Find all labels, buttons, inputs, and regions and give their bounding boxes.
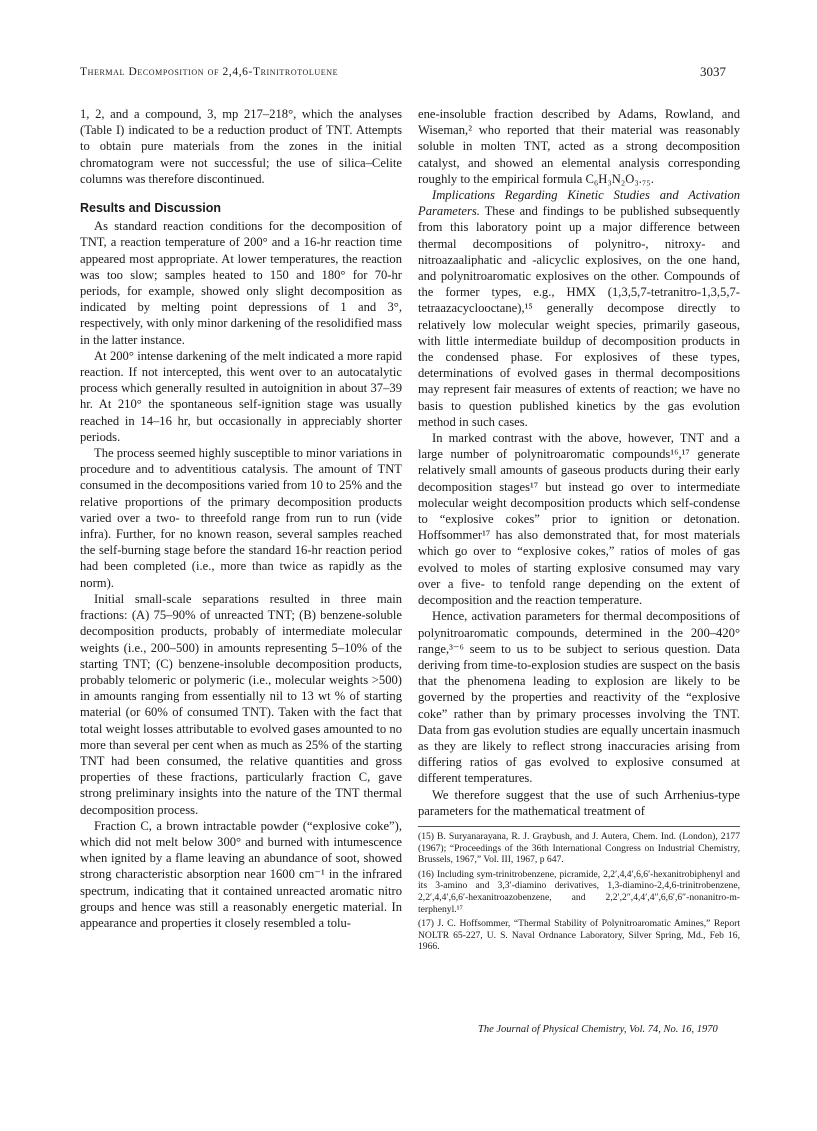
running-title: Thermal Decomposition of 2,4,6-Trinitrotoluene bbox=[80, 66, 339, 78]
section-heading: Results and Discussion bbox=[80, 201, 222, 216]
footnote-divider bbox=[418, 826, 740, 827]
paragraph: ene-insoluble fraction described by Adams, Rowland, and Wiseman,² who reported that their material was reasonably soluble in molten TNT, acted as a strong decomposition catalyst, and showed an elemental analysis corresponding roughly to the empirical formula C₆H₃N₂O₃.₇₅. bbox=[418, 107, 740, 186]
paragraph bbox=[418, 187, 740, 430]
paragraph: 1, 2, and a compound, 3, mp 217–218°, which the analyses (Table I) indicated to be a reduction product of TNT. Attempts to obtain pure materials from the zones in the initial chromatogram were not successful; the use of silica–Celite columns was therefore discontinued. bbox=[80, 107, 402, 186]
paragraph: The process seemed highly susceptible to minor variations in procedure and to adventitious catalysis. The amount of TNT consumed in the decompositions varied from 10 to 25% and the relative proportions of the primary decomposition products varied over a two- to threefold range from run to run (vide infra). Further, for no known reason, several samples reached the self-burning stage before the standard 16-hr reaction period had been completed (i.e., more than twice as rapidly as the norm). bbox=[80, 446, 402, 590]
reference-item: (17) J. C. Hoffsommer, “Thermal Stability of Polynitroaromatic Amines,” Report NOLTR 65-227, U. S. Naval Ordnance Laboratory, Silver Spring, Md., Feb 16, 1966. bbox=[418, 918, 740, 953]
paragraph: As standard reaction conditions for the decomposition of TNT, a reaction temperature of 200° and a 16-hr reaction time appeared most appropriate. At lower temperatures, the reaction was too slow; samples heated to 150 and 180° for 70-hr periods, for example, showed only slight decomposition as indicated by melting point depressions of 1 and 3°, respectively, with only minor darkening of the resolidified mass in the latter instance. bbox=[80, 219, 402, 347]
reference-item: (16) Including sym-trinitrobenzene, picramide, 2,2′,4,4′,6,6′-hexanitrobiphenyl and its 3-amino and 3,3′-diamino derivatives, 1,3-diamino-2,4,6-trinitrobenzene, 2,2′,4,4′,6,6′-hexanitroazobenzene, and 2,2′,2″,4,4′,4″,6,6′,6″-nonanitro-m-terphenyl.¹⁷ bbox=[418, 868, 740, 915]
subsection-heading: Implications Regarding Kinetic Studies and Activation Parameters. bbox=[418, 188, 740, 219]
paragraph: At 200° intense darkening of the melt indicated a more rapid reaction. If not intercepted, this went over to an autocatalytic process which generally resulted in autoignition in about 37–39 hr. At 210° the spontaneous self-ignition stage was usually reached in 14–16 hr, but occasionally in appreciably shorter periods. bbox=[80, 348, 402, 444]
paragraph: Fraction C, a brown intractable powder (“explosive coke”), which did not melt below 300° and burned with intumescence when ignited by a flame leaving an abundance of soot, showed strong characteristic absorption near 1600 cm⁻¹ in the infrared spectrum, indicating that it contained unreacted aromatic nitro groups and hence was still a reasonably energetic material. In appearance and properties it closely resembled a tolu- bbox=[80, 818, 402, 930]
left-column bbox=[80, 106, 402, 931]
page-number: 3037 bbox=[700, 64, 726, 79]
paragraph: In marked contrast with the above, however, TNT and a large number of polynitroaromatic compounds¹⁶,¹⁷ generate relatively small amounts of gaseous products during their early decomposition stages¹⁷ but instead go over to intermediate molecular weight decomposition products which self-condense to “explosive cokes” prior to ignition or detonation. Hoffsommer¹⁷ has also demonstrated that, for most materials which go over to “explosive cokes,” ratios of moles of gas evolved to moles of starting explosive consumed may vary over a five- to tenfold range depending on the extent of decomposition and the reaction temperature. bbox=[418, 431, 740, 608]
right-column bbox=[418, 106, 740, 956]
journal-footer: The Journal of Physical Chemistry, Vol. 74, No. 16, 1970 bbox=[478, 1024, 718, 1035]
paragraph: We therefore suggest that the use of such Arrhenius-type parameters for the mathematical treatment of bbox=[418, 787, 740, 818]
reference-item: (15) B. Suryanarayana, R. J. Graybush, and J. Autera, Chem. Ind. (London), 2177 (1967); “Proceedings of the 36th International Congress on Industrial Chemistry, Brussels, 1967,” Vol. III, 1967, p 647. bbox=[418, 830, 740, 866]
paragraph-text: These and findings to be published subsequently from this laboratory point up a major difference between thermal decompositions of polynitro-, nitroxy- and nitroazaaliphatic and -alicyclic explosives, on the one hand, and polynitroaromatic explosives on the other. Compounds of the former types, e.g., HMX (1,3,5,7-tetranitro-1,3,5,7-tetraazacyclooctane),¹⁵ generally decompose directly to relatively low molecular weight species, primarily gaseous, with little intermediate buildup of decomposition products in the condensed phase. For explosives of these types, determinations of evolved gases in thermal decompositions may represent fair measures of extents of reaction; we have no basis to question published kinetics by the gas evolution method in such cases. bbox=[418, 204, 740, 429]
references bbox=[418, 831, 740, 953]
paragraph: Initial small-scale separations resulted in three main fractions: (A) 75–90% of unreacted TNT; (B) benzene-soluble decomposition products, probably of intermediate molecular weights (i.e., 200–500) in amounts representing 5–10% of the starting TNT; (C) benzene-insoluble decomposition products, probably telomeric or polymeric (i.e., molecular weights >500) in amounts ranging from essentially nil to 13 wt % of starting material (or 60% of consumed TNT). Taken with the fact that total weight losses attributable to evolved gases amounted to no more than several per cent when as much as 25% of the starting TNT had been consumed, the relative quantities and gross properties of these fractions, particularly fraction C, gave strong preliminary insights into the nature of the TNT thermal decomposition process. bbox=[80, 591, 402, 817]
paragraph: Hence, activation parameters for thermal decompositions of polynitroaromatic compounds, determined in the 200–420° range,³⁻⁶ seem to us to be subject to serious question. Data deriving from time-to-explosion studies are suspect on the basis that the phenomena leading to explosion are likely to be governed by the properties and reactivity of the “explosive coke” rather than by primary processes involving the TNT. Data from gas evolution studies are equally uncertain inasmuch as they are likely to reflect strong inaccuracies arising from differing ratios of gas evolved to explosive consumed at different temperatures. bbox=[418, 609, 740, 786]
